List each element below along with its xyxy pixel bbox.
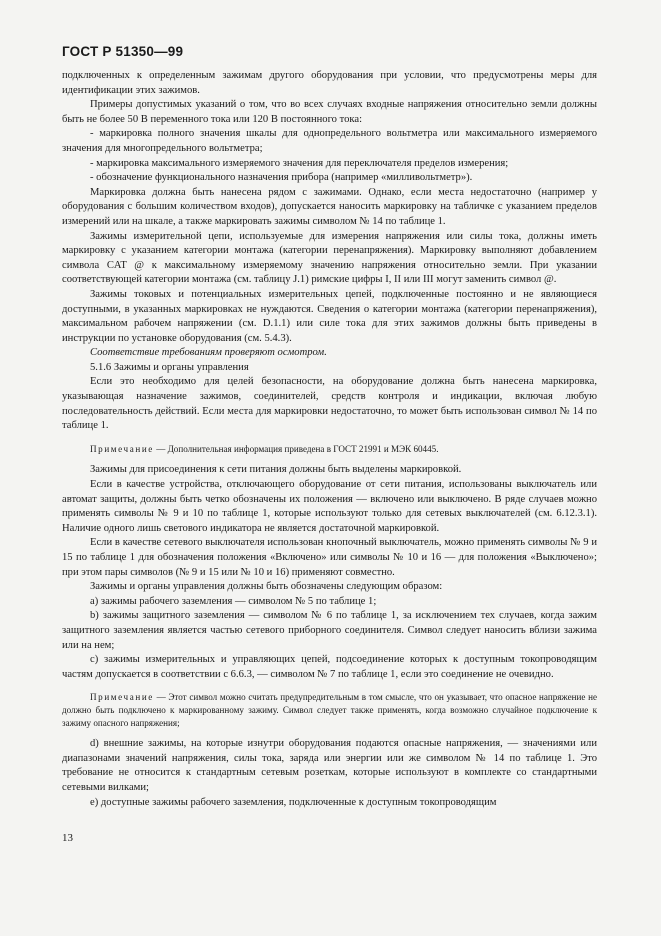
- note-label: Примечание: [90, 443, 154, 454]
- body-paragraph: с) зажимы измерительных и управляющих цепей, подсоединение которых к доступным токопроводящим частям допускается в соответствии с 6.6.3, — символом № 7 по таблице 1, если это соединение не очевидно.: [62, 654, 597, 680]
- body-paragraph: d) внешние зажимы, на которые изнутри оборудования подаются опасные напряжения, — значениями или диапазонами значений напряжения, силы тока, заряда или энергии или же символом № 14 по таблице 1. Это требование не относится к стандартным сетевым розеткам, которые используют в комплекте со стандартными сетевыми вилками;: [62, 738, 597, 793]
- body-paragraph: Маркировка должна быть нанесена рядом с зажимами. Однако, если места недостаточно (например у оборудования с большим количеством входов), допускается наносить маркировку на табличке с указанием пределов измерений или на шкале, а также маркировать зажимы символом № 14 по таблице 1.: [62, 186, 597, 227]
- document-header: ГОСТ Р 51350—99: [62, 44, 184, 59]
- body-paragraph: b) зажимы защитного заземления — символом № 6 по таблице 1, за исключением тех случаев, когда зажим защитного заземления является частью сетевого приборного соединителя. Символ следует наносить вблизи зажима или на нем;: [62, 610, 597, 651]
- note-paragraph: [62, 443, 597, 456]
- body-paragraph: Примеры допустимых указаний о том, что во всех случаях входные напряжения относительно земли должны быть не более 50 В переменного тока или 120 В постоянного тока:: [62, 99, 597, 125]
- body-paragraph: Если в качестве сетевого выключателя использован кнопочный выключатель, можно применять символы № 9 и 15 по таблице 1 для обозначения положения «Включено» или символы № 10 и 16 — для положения «Выключено»; при этом пары символов (№ 9 и 15 или № 10 и 16) применяют совместно.: [62, 537, 597, 578]
- body-paragraph: подключенных к определенным зажимам другого оборудования при условии, что предусмотрены меры для идентификации этих зажимов.: [62, 70, 597, 96]
- document-body: [62, 69, 597, 810]
- note-text: — Дополнительная информация приведена в ГОСТ 21991 и МЭК 60445.: [153, 443, 439, 454]
- body-paragraph: - маркировка полного значения шкалы для однопредельного вольтметра или максимального измеряемого значения для многопредельного вольтметра;: [62, 128, 597, 154]
- note-paragraph: [62, 691, 597, 729]
- body-paragraph: - маркировка максимального измеряемого значения для переключателя пределов измерения;: [90, 157, 509, 169]
- body-paragraph: е) доступные зажимы рабочего заземления, подключенные к доступным токопроводящим: [90, 796, 497, 808]
- body-paragraph: Зажимы токовых и потенциальных измерительных цепей, подключенные постоянно и не являющиеся доступными, в указанных маркировках не нуждаются. Сведения о категории монтажа (категории перенапряжения), максимальном рабочем напряжении (см. D.1.1) или силе тока для этих зажимов должны быть приведены в инструкции по установке оборудования (см. 5.4.3).: [62, 288, 597, 344]
- page-number: 13: [62, 832, 73, 844]
- body-paragraph: Зажимы и органы управления должны быть обозначены следующим образом:: [90, 581, 443, 593]
- body-paragraph: Соответствие требованиям проверяют осмотром.: [90, 347, 327, 359]
- body-paragraph: - обозначение функционального назначения прибора (например «милливольтметр»).: [90, 172, 473, 184]
- body-paragraph: Зажимы измерительной цепи, используемые для измерения напряжения или силы тока, должны иметь маркировку с указанием категории монтажа (категории перенапряжения). Маркировку выполняют добавлением символа CAT @ к максимальному измеряемому значению напряжения относительно земли. При указании соответствующей категории монтажа (см. таблицу J.1) римские цифры I, II или III могут заменить символ @.: [62, 230, 597, 286]
- note-text: — Этот символ можно считать предупредительным в том смысле, что он указывает, что опасное напряжение не должно быть подключено к маркированному зажиму. Символ следует также применять, когда возможно случайное подключение к зажиму опасного напряжения;: [62, 692, 597, 728]
- body-paragraph: Если в качестве устройства, отключающего оборудование от сети питания, использованы выключатель или автомат защиты, должны быть четко обозначены их положения — включено или выключено. В ряде случаев можно применять символы № 9 и 10 по таблице 1, которые используют только для сетевых выключателей (см. 6.12.3.1). Наличие одного лишь светового индикатора не является достаточной маркировкой.: [62, 479, 597, 534]
- body-paragraph: Зажимы для присоединения к сети питания должны быть выделены маркировкой.: [90, 464, 462, 476]
- note-label: Примечание: [90, 692, 154, 703]
- body-paragraph: Если это необходимо для целей безопасности, на оборудование должна быть нанесена маркировка, указывающая назначение зажимов, соединителей, средств контроля и индикации, включая любую последовательность действий. Если места для маркировки недостаточно, то может быть использован символ № 14 по таблице 1.: [62, 376, 597, 432]
- body-paragraph: а) зажимы рабочего заземления — символом № 5 по таблице 1;: [90, 595, 377, 607]
- body-paragraph: 5.1.6 Зажимы и органы управления: [90, 361, 249, 373]
